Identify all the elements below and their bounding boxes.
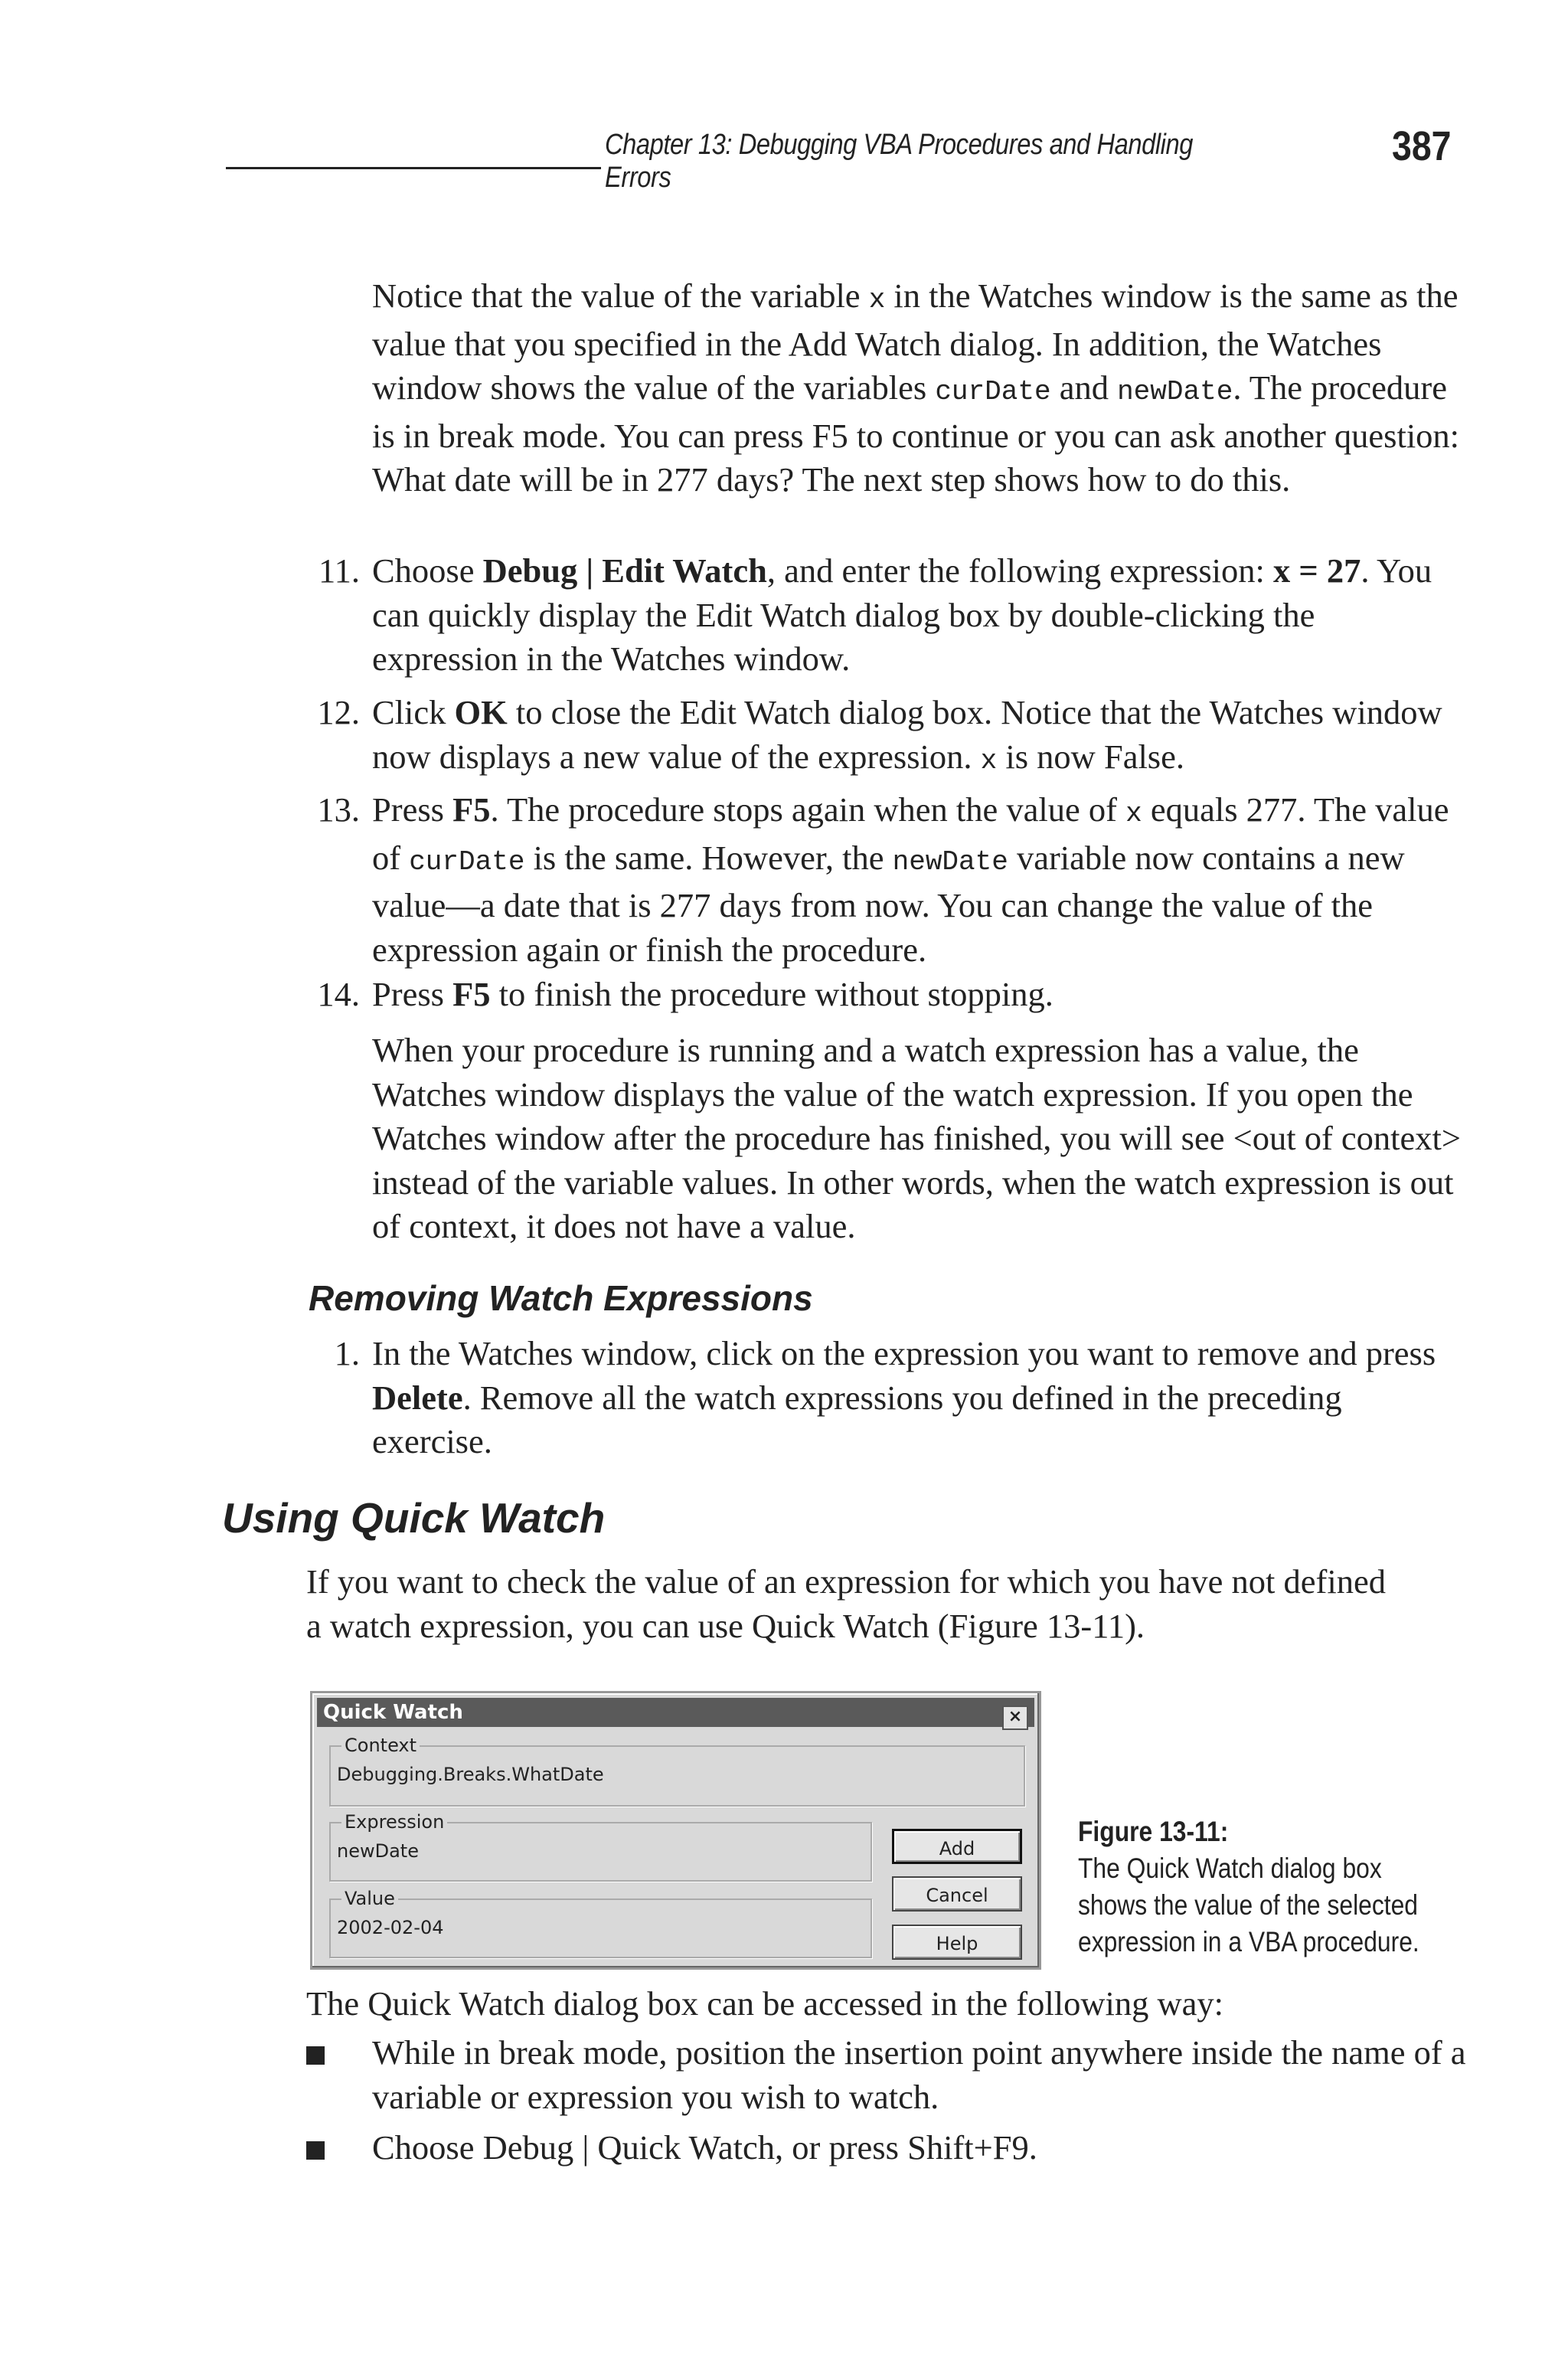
quick-watch-heading: Using Quick Watch	[222, 1494, 606, 1542]
quick-watch-paragraph: If you want to check the value of an expression for which you have not defined a watch expression, you can use Quick Watch (Figure 13-11).	[306, 1562, 1386, 1645]
dialog-title-bar	[317, 1698, 1034, 1727]
figure-caption-label: Figure 13-11:	[1078, 1816, 1229, 1847]
help-button[interactable]: Help	[892, 1925, 1022, 1960]
expression-group	[329, 1811, 872, 1882]
removing-watch-heading: Removing Watch Expressions	[309, 1278, 813, 1318]
close-icon[interactable]: ×	[1002, 1706, 1028, 1730]
bullet-square-icon	[306, 2046, 325, 2065]
quick-watch-dialog	[310, 1691, 1041, 1970]
value-value: 2002-02-04	[337, 1917, 444, 1938]
cancel-button[interactable]: Cancel	[892, 1876, 1022, 1912]
access-paragraph: The Quick Watch dialog box can be accessed in the following way:	[306, 1984, 1223, 2023]
figure-caption	[1078, 1813, 1433, 1961]
context-label: Context	[341, 1735, 420, 1756]
figure-caption-text: The Quick Watch dialog box shows the value of the selected expression in a VBA procedure.	[1078, 1853, 1419, 1957]
value-label: Value	[341, 1888, 398, 1909]
expression-value: newDate	[337, 1840, 419, 1862]
value-group	[329, 1888, 872, 1958]
context-value: Debugging.Breaks.WhatDate	[337, 1764, 604, 1785]
dialog-title: Quick Watch	[323, 1701, 463, 1724]
page-number: 387	[1392, 123, 1452, 169]
bullet-square-icon	[306, 2141, 325, 2160]
running-head: Chapter 13: Debugging VBA Procedures and Handling Errors	[605, 129, 1194, 194]
intro-paragraph: Notice that the value of the variable x in the Watches window is the same as the value that you specified in the Add Watch dialog. In addition, the Watches window shows the value of the variables curDate and newDate. The procedure is in break mode. You can press F5 to continue or you can ask another question: What date will be in 277 days? The next step shows how to do this.	[372, 276, 1460, 499]
add-button[interactable]: Add	[892, 1829, 1022, 1864]
header-rule	[226, 167, 601, 169]
after-steps-paragraph: When your procedure is running and a watch expression has a value, the Watches window displays the value of the watch expression. If you open the Watches window after the procedure has finished, you will see <out of context> instead of the variable values. In other words, when the watch expression is out of context, it does not have a value.	[372, 1031, 1461, 1245]
context-group	[329, 1735, 1025, 1807]
expression-label: Expression	[341, 1811, 447, 1833]
